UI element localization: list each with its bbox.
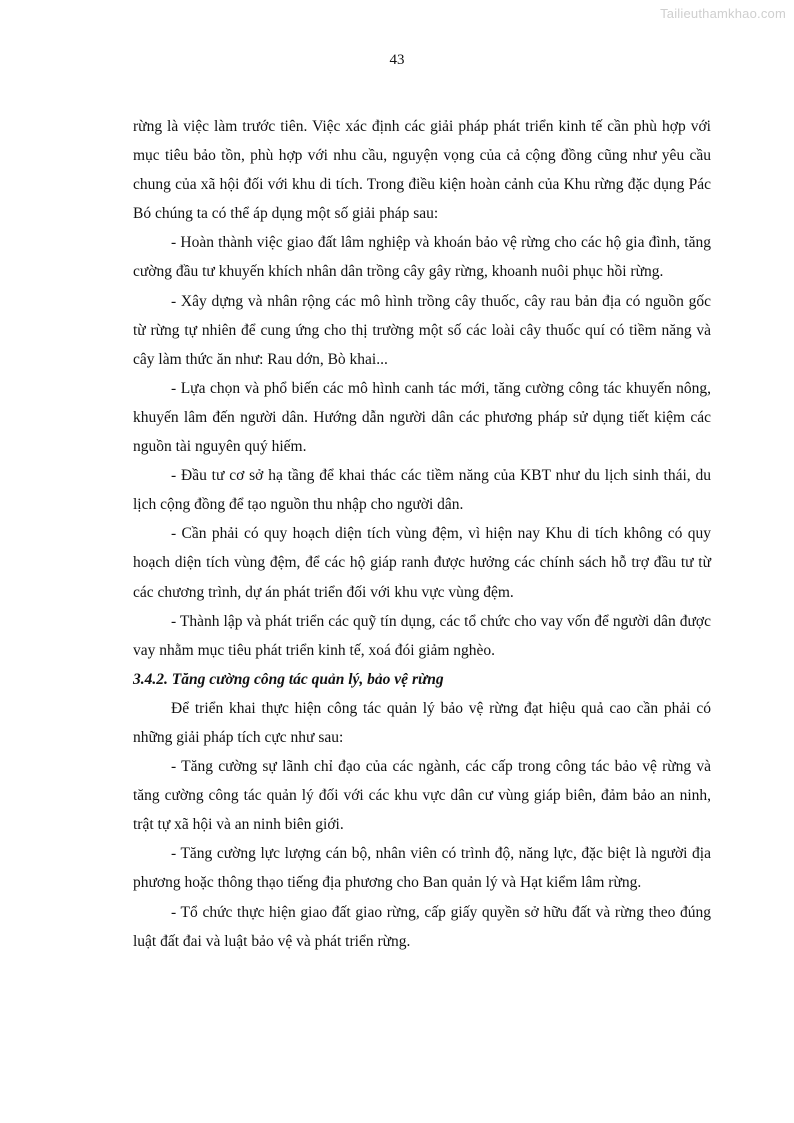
bullet-paragraph: - Lựa chọn và phổ biến các mô hình canh tác mới, tăng cường công tác khuyến nông, khuyến lâm đến người dân. Hướng dẫn người dân các phương pháp sử dụng tiết kiệm các nguồn tài nguyên quý hiếm. bbox=[133, 379, 711, 456]
watermark: Tailieuthamkhao.com bbox=[660, 6, 786, 21]
bullet-paragraph: - Tăng cường sự lãnh chỉ đạo của các ngành, các cấp trong công tác bảo vệ rừng và tăng cường công tác quản lý đối với các khu vực dân cư vùng giáp biên, đảm bảo an ninh, trật tự xã hội và an ninh biên giới. bbox=[133, 758, 711, 834]
bullet-paragraph: - Tổ chức thực hiện giao đất giao rừng, cấp giấy quyền sở hữu đất và rừng theo đúng luật đất đai và luật bảo vệ và phát triển rừng. bbox=[133, 903, 711, 950]
bullet-paragraph: - Cần phải có quy hoạch diện tích vùng đệm, vì hiện nay Khu di tích không có quy hoạch diện tích vùng đệm, để các hộ giáp ranh được hưởng các chính sách hỗ trợ đầu tư từ các chương trình, dự án phát triển đối với khu vực vùng đệm. bbox=[133, 525, 711, 601]
bullet-paragraph: - Thành lập và phát triển các quỹ tín dụng, các tổ chức cho vay vốn để người dân được vay nhằm mục tiêu phát triển kinh tế, xoá đói giảm nghèo. bbox=[133, 612, 711, 659]
paragraph: rừng là việc làm trước tiên. Việc xác định các giải pháp phát triển kinh tế cần phù hợp với mục tiêu bảo tồn, phù hợp với nhu cầu, nguyện vọng của cả cộng đồng cũng như yêu cầu chung của xã hội đối với khu di tích. Trong điều kiện hoàn cảnh của Khu rừng đặc dụng Pác Bó chúng ta có thể áp dụng một số giải pháp sau: bbox=[133, 118, 711, 223]
paragraph: Để triển khai thực hiện công tác quản lý bảo vệ rừng đạt hiệu quả cao cần phải có những giải pháp tích cực như sau: bbox=[133, 699, 711, 746]
bullet-paragraph: - Đầu tư cơ sở hạ tầng để khai thác các tiềm năng của KBT như du lịch sinh thái, du lịch cộng đồng để tạo nguồn thu nhập cho người dân. bbox=[133, 467, 711, 514]
bullet-paragraph: - Xây dựng và nhân rộng các mô hình trồng cây thuốc, cây rau bản địa có nguồn gốc từ rừng tự nhiên để cung ứng cho thị trường một số các loài cây thuốc quí có tiềm năng và cây làm thức ăn như: Rau dớn, Bò khai... bbox=[133, 292, 711, 368]
document-body bbox=[133, 112, 711, 956]
bullet-paragraph: - Tăng cường lực lượng cán bộ, nhân viên có trình độ, năng lực, đặc biệt là người địa phương hoặc thông thạo tiếng địa phương cho Ban quản lý và Hạt kiểm lâm rừng. bbox=[133, 845, 711, 892]
bullet-paragraph: - Hoàn thành việc giao đất lâm nghiệp và khoán bảo vệ rừng cho các hộ gia đình, tăng cường đầu tư khuyến khích nhân dân trồng cây gây rừng, khoanh nuôi phục hồi rừng. bbox=[133, 234, 711, 281]
section-heading: 3.4.2. Tăng cường công tác quản lý, bảo vệ rừng bbox=[133, 670, 444, 688]
page-number: 43 bbox=[389, 52, 405, 68]
